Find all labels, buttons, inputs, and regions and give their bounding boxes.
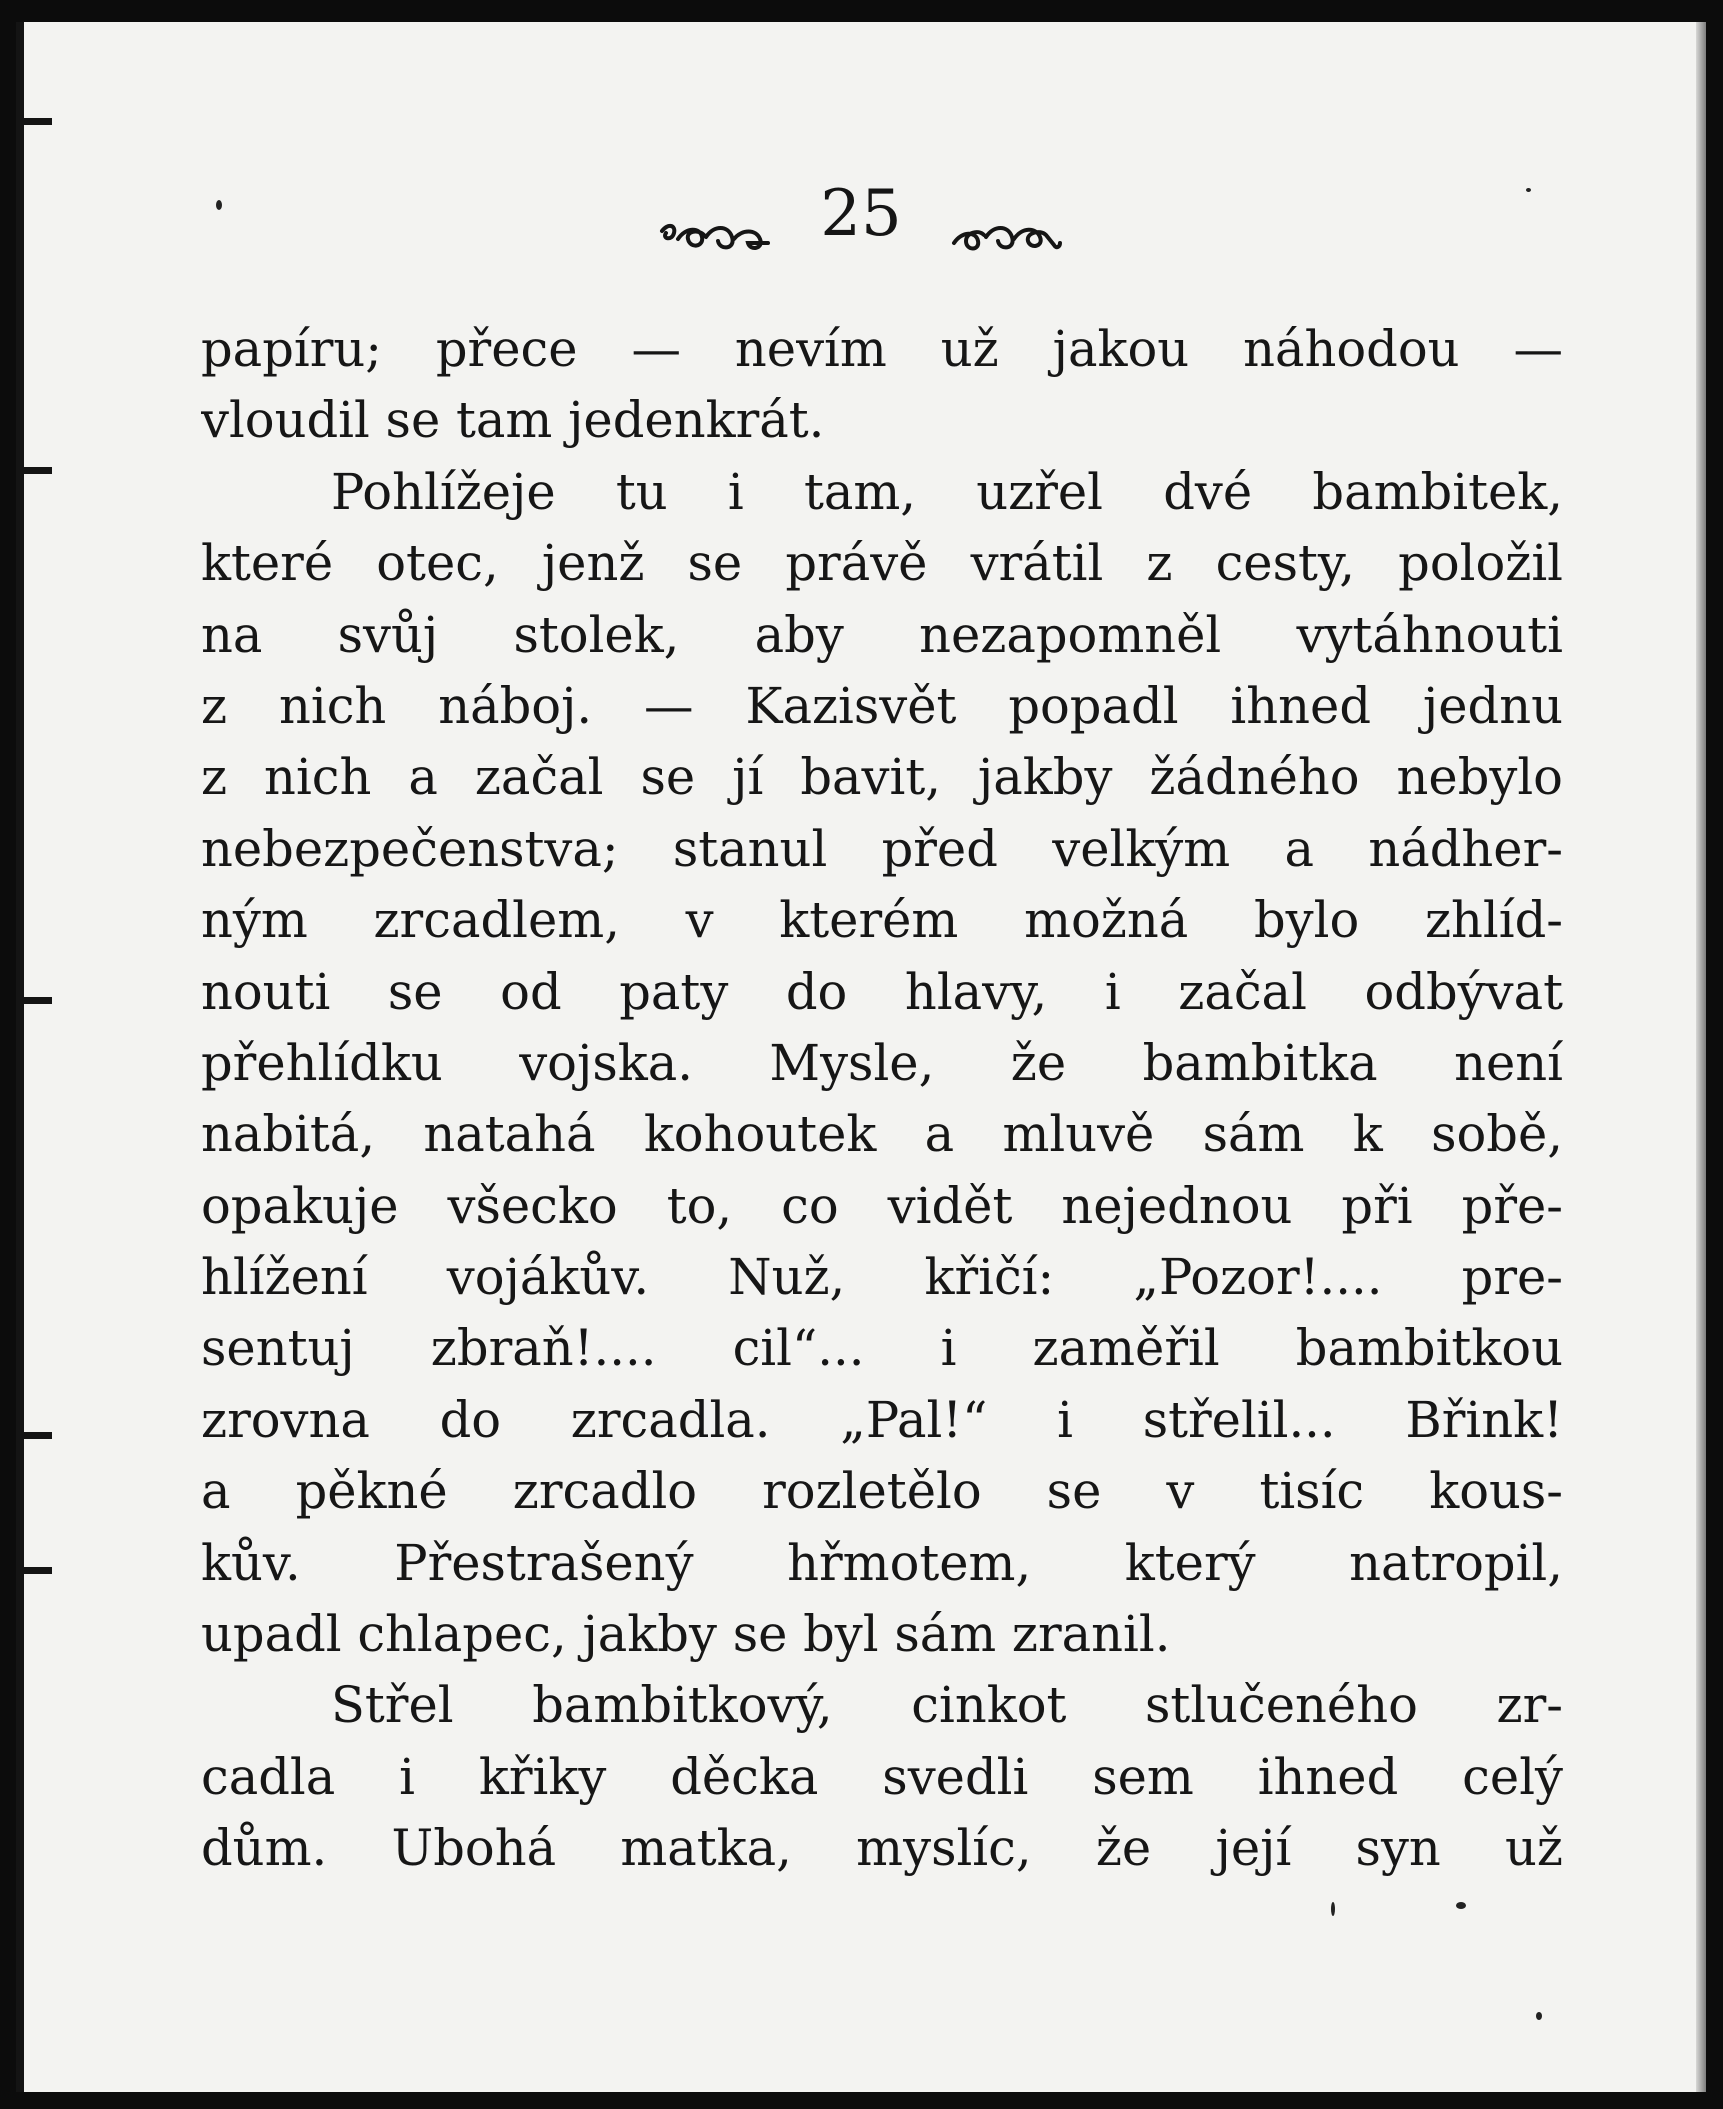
scan-speck <box>1536 2012 1542 2020</box>
text-line: upadl chlapec, jakby se byl sám zranil. <box>201 1605 1171 1664</box>
scan-speck <box>1331 1902 1335 1916</box>
text-line: hlížení vojákův. Nuž, křičí: „Pozor!.... pre- <box>201 1248 1563 1307</box>
scan-edge-mark <box>16 467 52 474</box>
page-shadow <box>1696 22 1706 2092</box>
text-line: sentuj zbraň!.... cil“... i zaměřil bambitkou <box>201 1319 1563 1378</box>
ornament-left-icon <box>656 197 774 231</box>
text-line: které otec, jenž se právě vrátil z cesty, položil <box>201 534 1563 593</box>
text-line: zrovna do zrcadla. „Pal!“ i střelil... Břink! <box>201 1390 1563 1449</box>
scan-edge-mark <box>16 1567 52 1574</box>
text-line: nebezpečenstva; stanul před velkým a nádher- <box>201 819 1563 878</box>
ornament-right-icon <box>948 197 1066 231</box>
scan-edge-mark <box>16 997 52 1004</box>
text-line: na svůj stolek, aby nezapomněl vytáhnouti <box>201 605 1563 664</box>
text-line: opakuje všecko to, co vidět nejednou při pře- <box>201 1176 1563 1235</box>
text-line: z nich a začal se jí bavit, jakby žádného nebylo <box>201 748 1563 807</box>
text-line: dům. Ubohá matka, myslíc, že její syn už <box>201 1819 1563 1878</box>
text-line: papíru; přece — nevím už jakou náhodou — <box>201 320 1563 378</box>
page-header <box>16 172 1706 251</box>
scan-edge-mark <box>16 118 52 125</box>
text-line: nabitá, natahá kohoutek a mluvě sám k sobě, <box>201 1105 1563 1164</box>
text-line: kův. Přestrašený hřmotem, který natropil, <box>201 1533 1563 1592</box>
scan-edge <box>16 22 24 2092</box>
text-line: ným zrcadlem, v kterém možná bylo zhlíd- <box>201 891 1563 950</box>
text-line: přehlídku vojska. Mysle, že bambitka není <box>201 1033 1563 1092</box>
scan-speck <box>216 200 222 210</box>
text-line: Pohlížeje tu i tam, uzřel dvé bambitek, <box>331 462 1563 521</box>
page-number: 25 <box>820 176 902 251</box>
scan-speck <box>1456 1902 1466 1909</box>
body-text <box>201 314 1563 1885</box>
text-line: cadla i křiky děcka svedli sem ihned celý <box>201 1747 1563 1806</box>
text-line: a pěkné zrcadlo rozletělo se v tisíc kous- <box>201 1462 1563 1521</box>
book-page <box>16 22 1706 2092</box>
text-line: z nich náboj. — Kazisvět popadl ihned jednu <box>201 676 1563 735</box>
scan-speck <box>1526 188 1531 192</box>
text-line: nouti se od paty do hlavy, i začal odbývat <box>201 962 1563 1021</box>
text-line: vloudil se tam jedenkrát. <box>201 391 825 450</box>
scan-edge-mark <box>16 1432 52 1439</box>
text-line: Střel bambitkový, cinkot stlučeného zr- <box>331 1676 1563 1735</box>
